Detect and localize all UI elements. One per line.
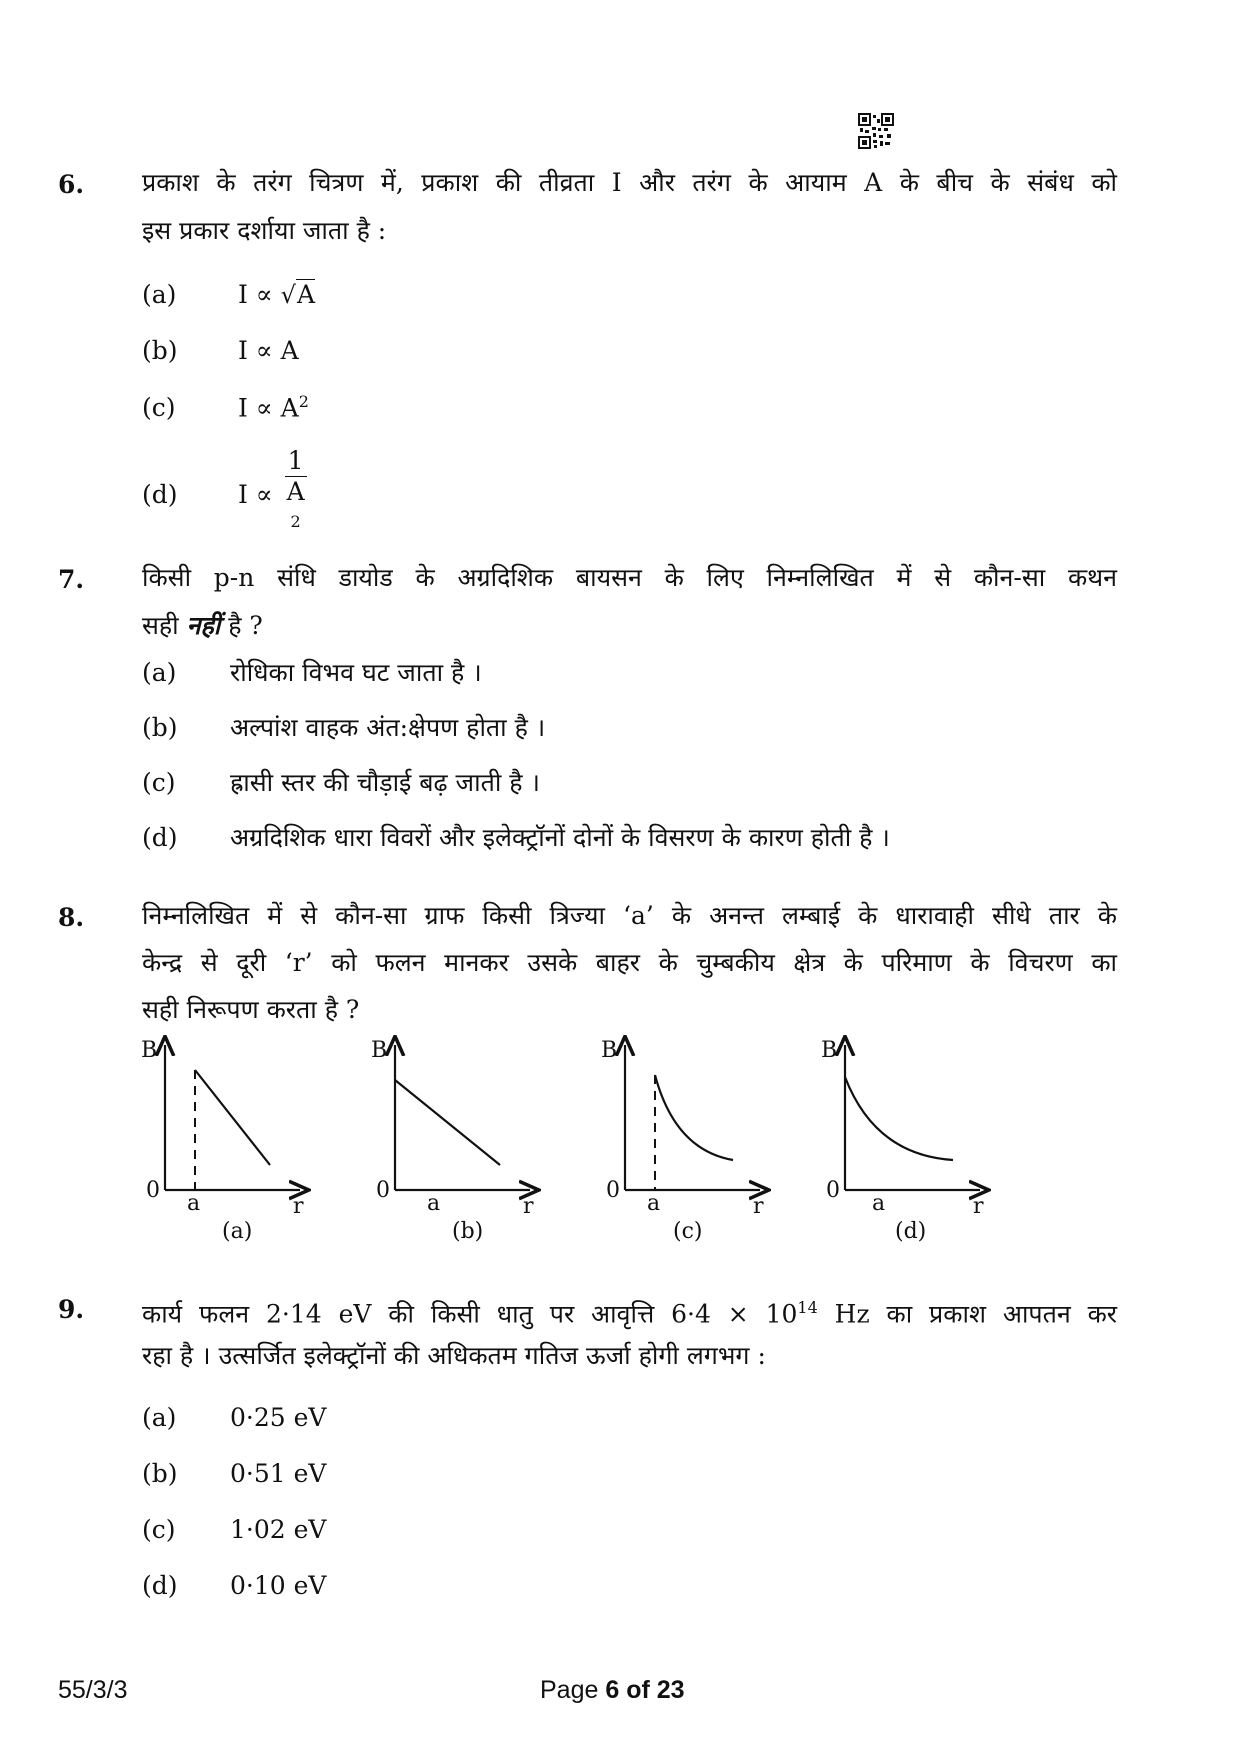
page-total: 23 (656, 1676, 685, 1704)
graph-c-tick: a (647, 1191, 661, 1216)
paper-code: 55/3/3 (58, 1676, 128, 1704)
graph-c-caption: (c) (673, 1219, 703, 1244)
graph-c (601, 1038, 764, 1244)
question-6-text-line2: इस प्रकार दर्शाया जाता है : (142, 216, 387, 245)
question-7-number: 7. (58, 565, 85, 594)
graph-c-y-label: B (601, 1038, 618, 1063)
graph-b-tick: a (427, 1191, 441, 1216)
question-6-option-b: (b) I ∝ A (142, 336, 299, 365)
graph-b-origin: 0 (376, 1178, 390, 1203)
question-7-option-d: (d) अग्रदिशिक धारा विवरों और इलेक्ट्रॉनों दोनों के विसरण के कारण होती है । (142, 823, 890, 852)
graph-d (821, 1038, 984, 1244)
magnetic-field-graphs (130, 1035, 1110, 1260)
graph-b (371, 1038, 534, 1244)
question-7-text-line2: सही नहीं है ? (142, 611, 263, 640)
graph-a (141, 1038, 304, 1244)
question-7-option-b: (b) अल्पांश वाहक अंत:क्षेपण होता है । (142, 713, 546, 742)
question-9-option-c: (c) 1·02 eV (142, 1515, 327, 1544)
question-6-number: 6. (58, 170, 85, 199)
question-9-option-b: (b) 0·51 eV (142, 1459, 327, 1488)
question-8-text-line2: केन्द्र से दूरी ‘r’ को फलन मानकर उसके बाहर के चुम्बकीय क्षेत्र के परिमाण के विचरण का (142, 948, 1117, 977)
question-7-text-line1: किसी p-n संधि डायोड के अग्रदिशिक बायसन के लिए निम्नलिखित में से कौन-सा कथन (142, 563, 1117, 592)
graph-d-tick: a (872, 1191, 886, 1216)
graph-b-x-label: r (523, 1194, 534, 1219)
graph-b-caption: (b) (452, 1219, 484, 1244)
graph-c-x-label: r (753, 1194, 764, 1219)
graph-a-tick: a (187, 1191, 201, 1216)
question-8-text-line3: सही निरूपण करता है ? (142, 995, 360, 1024)
graph-d-x-label: r (973, 1194, 984, 1219)
question-7-option-a: (a) रोधिका विभव घट जाता है । (142, 658, 482, 687)
question-7-option-c: (c) ह्रासी स्तर की चौड़ाई बढ़ जाती है । (142, 768, 540, 797)
question-9-text-line2: रहा है । उत्सर्जित इलेक्ट्रॉनों की अधिकतम गतिज ऊर्जा होगी लगभग : (142, 1341, 766, 1370)
graph-a-x-label: r (293, 1194, 304, 1219)
question-6-text-line1: प्रकाश के तरंग चित्रण में, प्रकाश की तीव्रता I और तरंग के आयाम A के बीच के संबंध को (142, 168, 1117, 197)
graph-d-caption: (d) (895, 1219, 927, 1244)
qr-code-icon (858, 113, 894, 149)
question-6-option-a: (a) I ∝ √A (142, 280, 316, 309)
page-current: 6 (605, 1676, 620, 1704)
page-indicator: Page 6 of 23 (540, 1676, 685, 1704)
emphasis-not: नहीं (186, 611, 221, 640)
graph-a-origin: 0 (146, 1178, 160, 1203)
graph-a-y-label: B (141, 1038, 158, 1063)
graph-d-y-label: B (821, 1038, 838, 1063)
question-6-option-d: (d) I ∝ 1 A $^2$ (142, 446, 305, 531)
graph-a-caption: (a) (222, 1219, 253, 1244)
question-9-number: 9. (58, 1295, 85, 1324)
question-9-option-a: (a) 0·25 eV (142, 1403, 327, 1432)
question-8-text-line1: निम्नलिखित में से कौन-सा ग्राफ किसी त्रिज्या ‘a’ के अनन्त लम्बाई के धारावाही सीधे तार के (142, 901, 1117, 930)
question-6-option-c: (c) $I \propto A^2$ (142, 392, 309, 423)
graph-b-y-label: B (371, 1038, 388, 1063)
graph-c-origin: 0 (606, 1178, 620, 1203)
question-8-number: 8. (58, 903, 85, 932)
graph-d-origin: 0 (826, 1178, 840, 1203)
question-9-text-line1: कार्य फलन 2·14 eV की किसी धातु पर आवृत्ति $6\cdot 4 \times 10^{14}$ Hz का प्रकाश आपतन कर (142, 1298, 1117, 1329)
question-9-option-d: (d) 0·10 eV (142, 1571, 327, 1600)
